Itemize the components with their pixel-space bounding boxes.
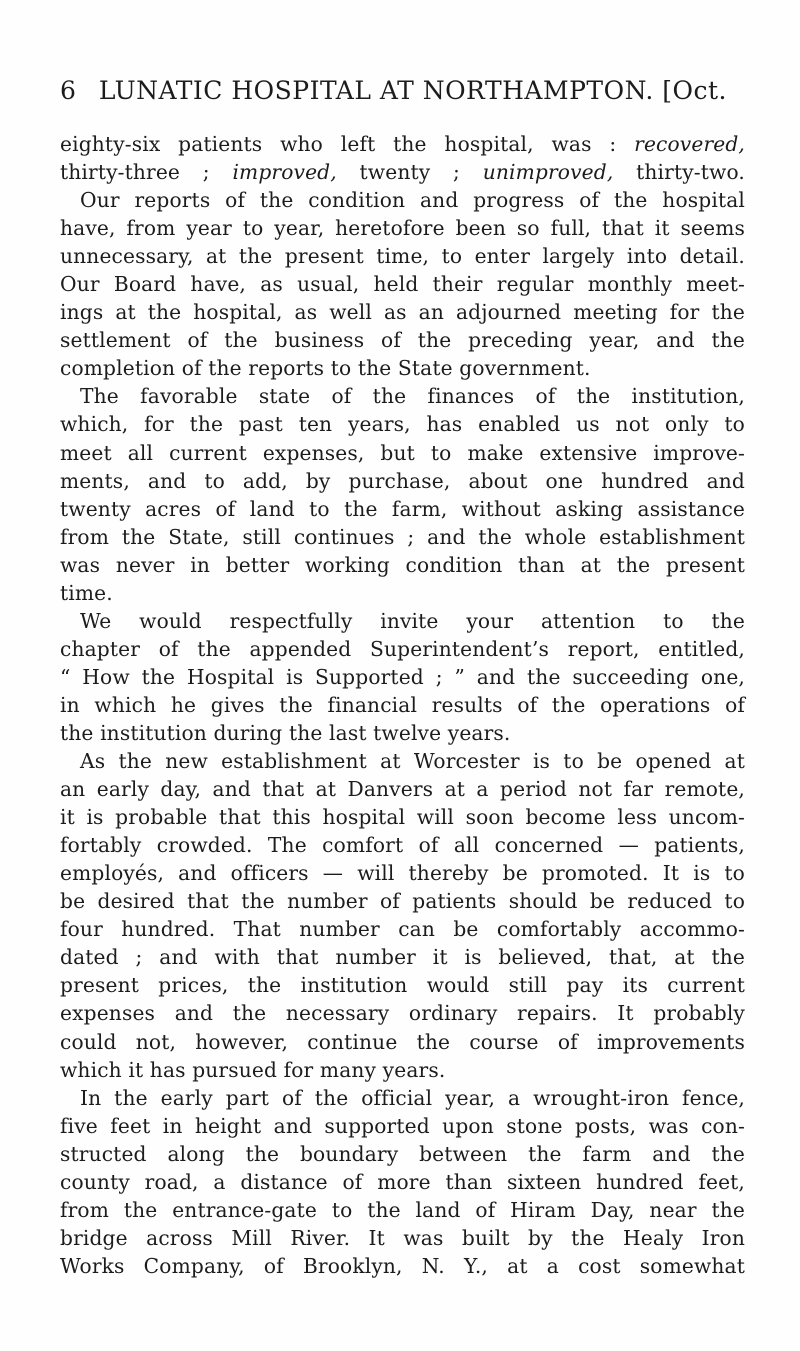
text-line: the institution during the last twelve years.: [60, 720, 511, 745]
text-line: which it has pursued for many years.: [60, 1057, 446, 1082]
text-line: chapter of the appended Superintendent’s report, entitled,: [60, 636, 745, 661]
text-line: have, from year to year, heretofore been so full, that it seems: [60, 216, 745, 241]
text-line: Our Board have, as usual, held their regular monthly meet-: [60, 272, 745, 297]
text-line: We would respectfully invite your attention to the: [80, 608, 745, 633]
text-line: As the new establishment at Worcester is to be opened at: [80, 749, 745, 774]
text-line: twenty acres of land to the farm, without asking assistance: [60, 496, 745, 521]
text-line: from the State, still continues ; and the whole establishment: [60, 524, 745, 549]
text-line: five feet in height and supported upon stone posts, was con-: [60, 1113, 745, 1138]
italic-term: unimproved,: [482, 160, 614, 185]
text-line: structed along the boundary between the farm and the: [60, 1141, 745, 1166]
text-line: “ How the Hospital is Supported ; ” and the succeeding one,: [60, 664, 745, 689]
running-month: [Oct.: [662, 76, 727, 105]
text-line: was never in better working condition than at the present: [60, 552, 745, 577]
text-line: be desired that the number of patients should be reduced to: [60, 889, 745, 914]
text-line: it is probable that this hospital will soon become less uncom-: [60, 805, 745, 830]
text-line: from the entrance-gate to the land of Hiram Day, near the: [60, 1197, 745, 1222]
text-line: Works Company, of Brooklyn, N. Y., at a cost somewhat: [60, 1253, 745, 1278]
text-line: four hundred. That number can be comfortably accommo-: [60, 917, 745, 942]
text-line: ings at the hospital, as well as an adjourned meeting for the: [60, 300, 745, 325]
text-line: Our reports of the condition and progress of the hospital: [80, 188, 745, 213]
text-line: In the early part of the official year, a wrought-iron fence,: [80, 1085, 745, 1110]
text-line: meet all current expenses, but to make extensive improve-: [60, 440, 745, 465]
text-line: settlement of the business of the preceding year, and the: [60, 328, 745, 353]
text-line: The favorable state of the finances of the institution,: [80, 384, 745, 409]
text-line: dated ; and with that number it is believed, that, at the: [60, 945, 745, 970]
text-line: eighty-six patients who left the hospital, was : recovered,: [60, 132, 745, 156]
text-line: thirty-three ; improved, twenty ; unimproved, thirty-two.: [60, 160, 745, 185]
text-line: ments, and to add, by purchase, about one hundred and: [60, 468, 745, 493]
page-number: 6: [60, 76, 77, 105]
italic-term: recovered,: [634, 132, 745, 156]
text-line: which, for the past ten years, has enabled us not only to: [60, 412, 745, 437]
text-line: county road, a distance of more than sixteen hundred feet,: [60, 1169, 745, 1194]
text-line: completion of the reports to the State government.: [60, 356, 591, 381]
text-line: fortably crowded. The comfort of all concerned — patients,: [60, 833, 745, 858]
text-line: present prices, the institution would still pay its current: [60, 973, 745, 998]
text-line: an early day, and that at Danvers at a period not far remote,: [60, 777, 745, 802]
text-line: unnecessary, at the present time, to enter largely into detail.: [60, 244, 745, 269]
text-line: bridge across Mill River. It was built by the Healy Iron: [60, 1225, 745, 1250]
running-head: [60, 76, 745, 105]
text-line: in which he gives the financial results of the operations of: [60, 692, 745, 717]
text-line: expenses and the necessary ordinary repairs. It probably: [60, 1001, 745, 1026]
italic-term: improved,: [232, 160, 337, 185]
text-line: employés, and officers — will thereby be promoted. It is to: [60, 861, 745, 886]
body-text: [60, 130, 745, 1280]
text-line: time.: [60, 580, 113, 605]
text-line: could not, however, continue the course of improvements: [60, 1029, 745, 1054]
running-title: LUNATIC HOSPITAL AT NORTHAMPTON.: [98, 76, 654, 105]
